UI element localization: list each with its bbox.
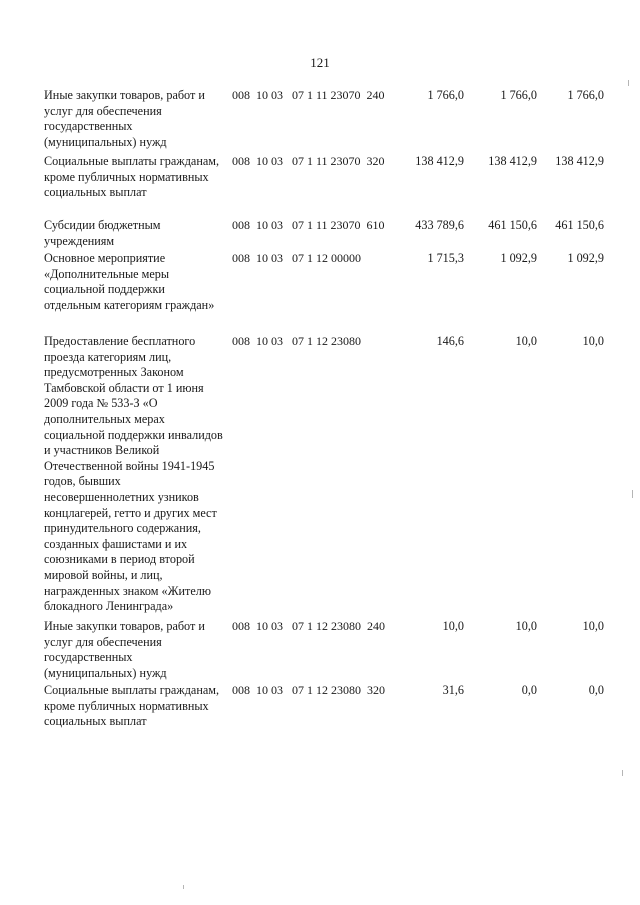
row-name: Социальные выплаты гражданам, кроме публичных нормативных социальных выплат [44, 154, 220, 200]
row-value-2: 138 412,9 [488, 154, 537, 168]
row-name: Основное мероприятие «Дополнительные меры социальной поддержки отдельным категориям граждан» [44, 251, 215, 312]
table-row [44, 218, 614, 251]
table-row [44, 251, 614, 334]
table-row [44, 619, 614, 683]
row-value-2: 10,0 [515, 334, 537, 348]
table-row [44, 334, 614, 619]
budget-table [44, 88, 614, 749]
row-name: Иные закупки товаров, работ и услуг для обеспечения государственных (муниципальных) нужд [44, 88, 205, 149]
row-value-1: 433 789,6 [415, 218, 464, 232]
table-row [44, 88, 614, 154]
table-row [44, 683, 614, 749]
row-value-2: 0,0 [521, 683, 537, 697]
row-codes: 008 10 03 07 1 12 00000 [232, 251, 361, 265]
row-value-3: 138 412,9 [555, 154, 604, 168]
scan-artifact [632, 490, 633, 498]
page-number: 121 [310, 55, 330, 70]
row-value-1: 1 766,0 [427, 88, 464, 102]
row-name: Иные закупки товаров, работ и услуг для обеспечения государственных (муниципальных) нужд [44, 619, 205, 680]
row-value-2: 10,0 [515, 619, 537, 633]
row-value-1: 138 412,9 [415, 154, 464, 168]
row-value-3: 1 766,0 [567, 88, 604, 102]
row-codes: 008 10 03 07 1 12 23080 [232, 334, 361, 348]
row-value-3: 10,0 [582, 334, 604, 348]
row-value-1: 146,6 [436, 334, 464, 348]
scan-artifact [628, 80, 629, 86]
table-row [44, 154, 614, 218]
row-codes: 008 10 03 07 1 12 23080 240 [232, 619, 385, 633]
row-codes: 008 10 03 07 1 11 23070 610 [232, 218, 385, 232]
row-codes: 008 10 03 07 1 12 23080 320 [232, 683, 385, 697]
row-codes: 008 10 03 07 1 11 23070 240 [232, 88, 385, 102]
row-name: Социальные выплаты гражданам, кроме публичных нормативных социальных выплат [44, 683, 220, 729]
row-value-1: 10,0 [442, 619, 464, 633]
scan-artifact [183, 885, 184, 889]
row-value-2: 461 150,6 [488, 218, 537, 232]
row-value-2: 1 766,0 [500, 88, 537, 102]
row-value-3: 0,0 [588, 683, 604, 697]
row-value-3: 461 150,6 [555, 218, 604, 232]
row-value-3: 1 092,9 [567, 251, 604, 265]
row-value-1: 31,6 [442, 683, 464, 697]
row-value-3: 10,0 [582, 619, 604, 633]
row-codes: 008 10 03 07 1 11 23070 320 [232, 154, 385, 168]
row-name: Предоставление бесплатного проезда категориям лиц, предусмотренных Законом Тамбовской области от 1 июня 2009 года № 533-З «О дополнительных мерах социальной поддержки инвалидов и участников Великой Отечественной войны 1941-1945 годов, бывших несовершеннолетних узников концлагерей, гетто и других мест принудительного содержания, созданных фашистами и их союзниками в период второй мировой войны, и лиц, награжденных знаком «Жителю блокадного Ленинграда» [44, 334, 223, 614]
scan-artifact [622, 770, 623, 776]
row-name: Субсидии бюджетным учреждениям [44, 218, 161, 248]
row-value-2: 1 092,9 [500, 251, 537, 265]
row-value-1: 1 715,3 [427, 251, 464, 265]
